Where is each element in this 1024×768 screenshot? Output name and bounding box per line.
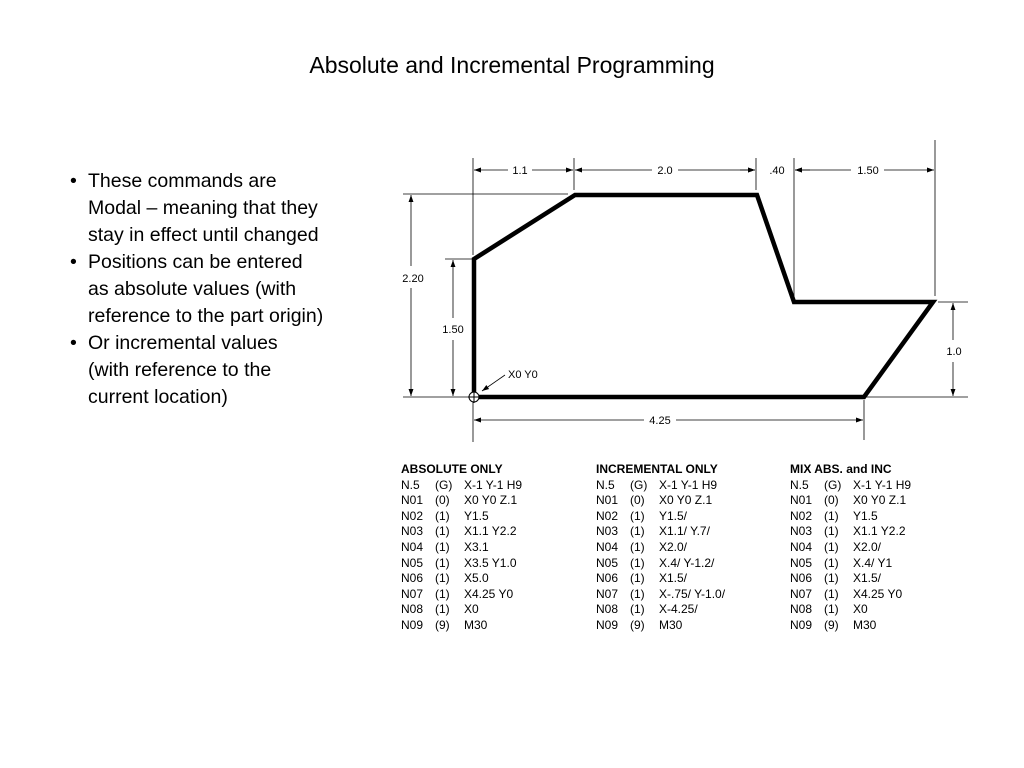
line-number: N01 xyxy=(790,493,813,508)
coordinates: M30 xyxy=(659,617,683,632)
line-number: N08 xyxy=(401,602,424,617)
coordinates: X0 Y0 Z.1 xyxy=(853,493,907,508)
program-line xyxy=(790,587,980,603)
origin-leader xyxy=(482,375,505,391)
dim-label-top-4: 1.50 xyxy=(857,165,879,177)
program-heading: MIX ABS. and INC xyxy=(790,462,892,476)
dim-label-left-inner: 1.50 xyxy=(442,324,464,336)
program-line xyxy=(401,540,591,556)
motion-code: (1) xyxy=(824,555,839,570)
part-outline xyxy=(474,195,933,397)
dim-label-bottom: 4.25 xyxy=(649,415,671,427)
program-line xyxy=(401,618,591,634)
motion-code: (1) xyxy=(630,602,645,617)
program-line xyxy=(790,493,980,509)
coordinates: X1.1 Y2.2 xyxy=(853,524,906,539)
line-number: N04 xyxy=(596,539,619,554)
program-line xyxy=(790,556,980,572)
coordinates: Y1.5 xyxy=(853,508,878,523)
program-mixed xyxy=(790,462,980,634)
motion-code: (1) xyxy=(435,586,450,601)
coordinates: X1.1/ Y.7/ xyxy=(659,524,710,539)
program-line xyxy=(790,618,980,634)
line-number: N05 xyxy=(790,555,813,570)
bullet-text: These commands are Modal – meaning that they stay in effect until changed xyxy=(88,170,319,246)
line-number: N03 xyxy=(596,524,619,539)
line-number: N03 xyxy=(790,524,813,539)
coordinates: X-1 Y-1 H9 xyxy=(853,477,912,492)
bullet-symbol: • xyxy=(70,332,77,354)
line-number: N01 xyxy=(596,493,619,508)
coordinates: X3.5 Y1.0 xyxy=(464,555,517,570)
coordinates: X2.0/ xyxy=(853,539,882,554)
motion-code: (1) xyxy=(630,508,645,523)
coordinates: X.4/ Y-1.2/ xyxy=(659,555,715,570)
program-line xyxy=(596,556,786,572)
program-line xyxy=(596,618,786,634)
motion-code: (1) xyxy=(435,602,450,617)
line-number: N02 xyxy=(790,508,813,523)
program-line xyxy=(401,571,591,587)
origin-icon xyxy=(468,391,480,403)
motion-code: (1) xyxy=(435,555,450,570)
coordinates: X4.25 Y0 xyxy=(464,586,514,601)
dim-label-right: 1.0 xyxy=(946,346,962,358)
line-number: N01 xyxy=(401,493,424,508)
coordinates: M30 xyxy=(464,617,488,632)
line-number: N06 xyxy=(401,571,424,586)
motion-code: (1) xyxy=(824,571,839,586)
coordinates: X3.1 xyxy=(464,539,489,554)
program-line xyxy=(790,571,980,587)
bullet-text: Or incremental values (with reference to the current location) xyxy=(88,332,278,408)
line-number: N08 xyxy=(596,602,619,617)
coordinates: Y1.5/ xyxy=(659,508,688,523)
line-number: N04 xyxy=(401,539,424,554)
motion-code: (1) xyxy=(630,539,645,554)
line-number: N09 xyxy=(790,617,813,632)
bullet-symbol: • xyxy=(70,251,77,273)
motion-code: (1) xyxy=(630,524,645,539)
line-number: N09 xyxy=(596,617,619,632)
dim-label-top-3: .40 xyxy=(769,165,785,177)
motion-code: (1) xyxy=(824,508,839,523)
coordinates: X1.1 Y2.2 xyxy=(464,524,517,539)
dim-label-top-1: 1.1 xyxy=(512,165,528,177)
dim-label-left-overall: 2.20 xyxy=(402,273,424,285)
motion-code: (1) xyxy=(630,586,645,601)
line-number: N05 xyxy=(401,555,424,570)
line-number: N02 xyxy=(401,508,424,523)
line-number: N03 xyxy=(401,524,424,539)
motion-code: (1) xyxy=(435,524,450,539)
coordinates: X1.5/ xyxy=(659,571,688,586)
dim-label-top-2: 2.0 xyxy=(657,165,673,177)
program-line xyxy=(596,571,786,587)
coordinates: X5.0 xyxy=(464,571,489,586)
motion-code: (1) xyxy=(824,602,839,617)
motion-code: (1) xyxy=(824,586,839,601)
motion-code: (1) xyxy=(630,555,645,570)
line-number: N04 xyxy=(790,539,813,554)
line-number: N02 xyxy=(596,508,619,523)
line-number: N07 xyxy=(790,586,813,601)
program-line xyxy=(596,587,786,603)
motion-code: (1) xyxy=(824,524,839,539)
program-heading: INCREMENTAL ONLY xyxy=(596,462,718,476)
motion-code: (G) xyxy=(824,477,842,492)
line-number: N07 xyxy=(401,586,424,601)
program-line xyxy=(596,524,786,540)
program-line xyxy=(401,602,591,618)
program-line xyxy=(596,478,786,494)
motion-code: (G) xyxy=(630,477,648,492)
program-line xyxy=(401,524,591,540)
line-number: N06 xyxy=(596,571,619,586)
coordinates: X.4/ Y1 xyxy=(853,555,893,570)
bullet-symbol: • xyxy=(70,170,77,192)
coordinates: X0 xyxy=(853,602,868,617)
line-number: N06 xyxy=(790,571,813,586)
motion-code: (1) xyxy=(435,539,450,554)
bullet-text: Positions can be entered as absolute values (with reference to the part origin) xyxy=(88,251,324,327)
line-number: N.5 xyxy=(790,477,809,492)
coordinates: X2.0/ xyxy=(659,539,688,554)
line-number: N05 xyxy=(596,555,619,570)
motion-code: (1) xyxy=(435,571,450,586)
motion-code: (0) xyxy=(435,493,450,508)
coordinates: X-1 Y-1 H9 xyxy=(659,477,718,492)
program-line xyxy=(596,493,786,509)
coordinates: X1.5/ xyxy=(853,571,882,586)
program-heading: ABSOLUTE ONLY xyxy=(401,462,503,476)
motion-code: (9) xyxy=(824,617,839,632)
line-number: N07 xyxy=(596,586,619,601)
coordinates: X-1 Y-1 H9 xyxy=(464,477,523,492)
motion-code: (1) xyxy=(824,539,839,554)
motion-code: (1) xyxy=(435,508,450,523)
coordinates: X0 Y0 Z.1 xyxy=(659,493,713,508)
program-line xyxy=(596,540,786,556)
program-incremental xyxy=(596,462,786,634)
line-number: N.5 xyxy=(596,477,615,492)
coordinates: X-4.25/ xyxy=(659,602,698,617)
coordinates: X0 xyxy=(464,602,479,617)
line-number: N08 xyxy=(790,602,813,617)
program-line xyxy=(790,524,980,540)
motion-code: (0) xyxy=(824,493,839,508)
program-line xyxy=(401,587,591,603)
coordinates: X-.75/ Y-1.0/ xyxy=(659,586,726,601)
motion-code: (0) xyxy=(630,493,645,508)
origin-label: X0 Y0 xyxy=(508,369,538,381)
program-line xyxy=(596,509,786,525)
motion-code: (G) xyxy=(435,477,453,492)
program-line xyxy=(401,509,591,525)
program-line xyxy=(790,478,980,494)
coordinates: M30 xyxy=(853,617,877,632)
line-number: N09 xyxy=(401,617,424,632)
program-line xyxy=(401,478,591,494)
motion-code: (9) xyxy=(630,617,645,632)
dimension-lines xyxy=(411,170,953,420)
line-number: N.5 xyxy=(401,477,420,492)
program-line xyxy=(790,602,980,618)
slide-title: Absolute and Incremental Programming xyxy=(309,52,715,78)
program-line xyxy=(790,509,980,525)
program-line xyxy=(401,556,591,572)
program-line xyxy=(401,493,591,509)
coordinates: Y1.5 xyxy=(464,508,489,523)
program-line xyxy=(790,540,980,556)
program-line xyxy=(596,602,786,618)
coordinates: X0 Y0 Z.1 xyxy=(464,493,518,508)
coordinates: X4.25 Y0 xyxy=(853,586,903,601)
motion-code: (9) xyxy=(435,617,450,632)
motion-code: (1) xyxy=(630,571,645,586)
program-absolute xyxy=(401,462,591,634)
